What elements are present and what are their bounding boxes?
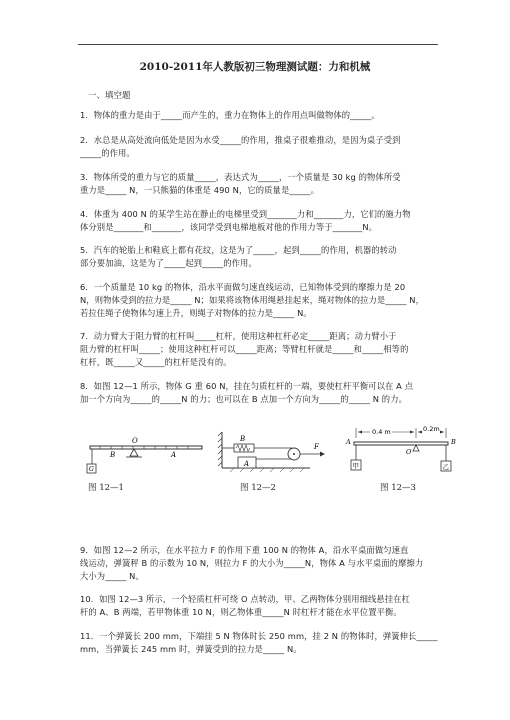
header-rule <box>78 44 438 45</box>
question-5-line-2: 部分要加油，这是为了_____起到_____的作用。 <box>80 258 257 268</box>
fig1-label-b: B <box>110 451 116 459</box>
question-2-line-2: _____的作用。 <box>80 148 135 158</box>
question-9-line-2: 线运动，弹簧秤 B 的示数为 10 N，则拉力 F 的大小为_____N，物体 A 与水平桌面的摩擦力 <box>80 558 424 568</box>
figure-12-2 <box>210 428 332 476</box>
fig1-label-o: O <box>132 437 138 445</box>
question-7-line-3: 杠杆，既_____又_____的杠杆是没有的。 <box>80 357 232 367</box>
question-8-line-1: 8．如图 12—1 所示，物体 G 重 60 N，挂在匀质杠杆的一端，要使杠杆平衡可以在 A 点 <box>80 381 414 391</box>
question-11-line-1: 11．一个弹簧长 200 mm，下端挂 5 N 物体时长 250 mm，挂 2 N 的物体时，弹簧伸长_____ <box>80 631 438 641</box>
question-4-line-1: 4．体重为 400 N 的某学生站在静止的电梯里受到_______力和_______力，它们的施力物 <box>80 209 411 219</box>
fig3-dim-left: 0.4 m <box>372 428 391 436</box>
question-7-line-1: 7．动力臂大于阻力臂的杠杆叫_____杠杆，使用这种杠杆必定_____距离；动力臂小于 <box>80 331 397 341</box>
fig3-label-o: O <box>406 448 412 456</box>
question-11-line-2: mm，当弹簧长 245 mm 时，弹簧受到的拉力是_____ N。 <box>80 644 302 654</box>
question-9-line-1: 9．如图 12—2 所示，在水平拉力 F 的作用下重 100 N 的物体 A，沿水平桌面做匀速直 <box>80 545 409 555</box>
question-6-line-1: 6．一个质量是 10 kg 的物体，沿水平面做匀速直线运动，已知物体受到的摩擦力是 20 <box>80 282 406 292</box>
question-5-line-1: 5．汽车的轮胎上和鞋底上都有花纹，这是为了_____，起到_____的作用，机器的转动 <box>80 245 397 255</box>
fig1-label-a: A <box>171 451 177 459</box>
question-10-line-1: 10．如图 12—3 所示，一个轻质杠杆可绕 O 点转动，甲、乙两物体分别用细线悬挂在杠 <box>80 594 410 604</box>
question-6-line-2: N，则物体受到的拉力是_____ N；如果将该物体用绳悬挂起来，绳对物体的拉力是_____ N， <box>80 295 424 305</box>
document-title: 2010-2011年人教版初三物理测试题：力和机械 <box>139 61 371 73</box>
question-10-line-2: 杆的 A、B 两端，若甲物体重 10 N，则乙物体重_____N 时杠杆才能在水平位置平衡。 <box>80 607 402 617</box>
fig2-label-a: A <box>244 460 250 468</box>
section-heading: 一、填空题 <box>88 91 131 101</box>
fig3-label-jia: 甲 <box>352 462 359 470</box>
figure-12-3 <box>340 422 462 478</box>
figure-12-1-caption: 图 12—1 <box>88 483 124 493</box>
question-9-line-3: 大小为_____ N。 <box>80 571 144 581</box>
question-8-line-2: 加一个方向为_____的_____N 的力；也可以在 B 点加一个方向为_____的_____ N 的力。 <box>80 394 407 404</box>
question-7-line-2: 阻力臂的杠杆叫_____；使用这种杠杆可以_____距离；等臂杠杆就是_____和_____相等的 <box>80 344 409 354</box>
fig3-label-b: B <box>451 438 456 446</box>
question-4-line-2: 体分别是_______和_______，该同学受到电梯地板对他的作用力等于_______N。 <box>80 222 378 232</box>
question-6-line-3: 若拉住绳子使物体匀速上升，则绳子对物体的拉力是_____ N。 <box>80 308 312 318</box>
figure-12-2-caption: 图 12—2 <box>240 483 276 493</box>
figure-12-3-caption: 图 12—3 <box>380 483 416 493</box>
fig1-label-g: G <box>89 466 94 473</box>
fig3-label-a: A <box>346 438 351 446</box>
fig2-label-f: F <box>314 443 319 451</box>
fig3-label-yi: 乙 <box>442 463 449 471</box>
question-3-line-1: 3．物体所受的重力与它的质量_____，表达式为_____，一个质量是 30 kg 的物体所受 <box>80 172 401 182</box>
figure-12-1 <box>80 428 205 476</box>
question-1-line-1: 1．物体的重力是由于_____而产生的，重力在物体上的作用点叫做物体的_____。 <box>80 110 380 120</box>
fig3-dim-right: 0.2m <box>423 425 440 433</box>
fig2-label-b: B <box>240 435 246 443</box>
question-2-line-1: 2．水总是从高处流向低处是因为水受_____的作用，推桌子很难推动，是因为桌子受到 <box>80 135 401 145</box>
question-3-line-2: 重力是_____ N，一只熊猫的体重是 490 N，它的质量是_____。 <box>80 185 319 195</box>
